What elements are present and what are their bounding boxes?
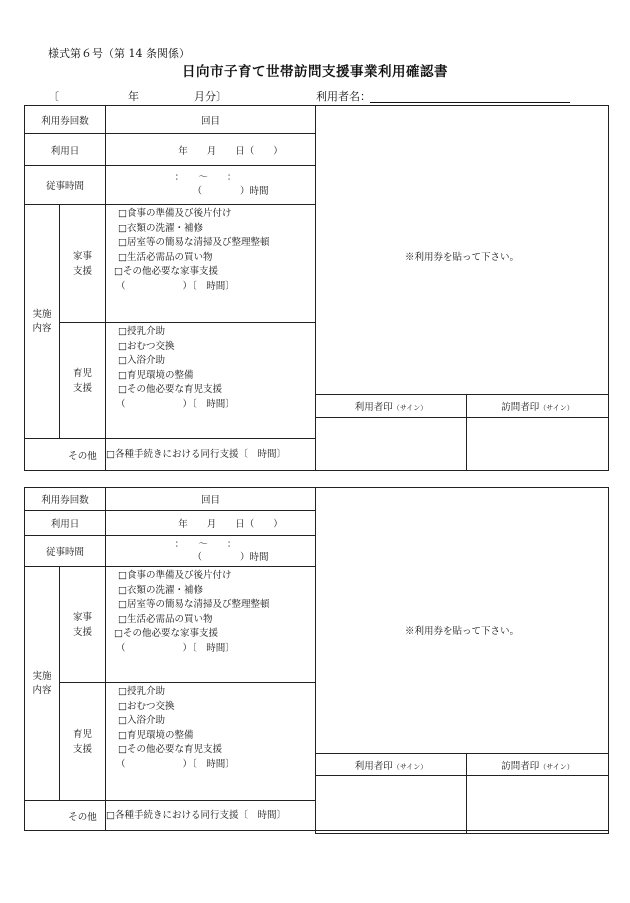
visitor-seal-label: 訪問者印（サイン） <box>467 395 609 418</box>
housework-item[interactable]: □その他必要な家事支援 <box>114 628 218 639</box>
childcare-item[interactable]: □授乳介助 <box>118 686 165 697</box>
ticket-paste-area[interactable]: ※利用券を貼って下さい。 <box>316 488 609 831</box>
childcare-item[interactable]: （ ）〔 時間〕 <box>116 758 235 770</box>
visitor-seal-box[interactable] <box>467 418 609 471</box>
seal-section-2 <box>315 753 609 834</box>
use-date-field[interactable]: 年 月 日（ ） <box>106 511 316 536</box>
housework-label: 家事 支援 <box>60 205 106 323</box>
visitor-seal-label: 訪問者印（サイン） <box>467 754 609 776</box>
work-time-field[interactable] <box>106 166 316 205</box>
childcare-item[interactable]: □おむつ交換 <box>118 700 175 712</box>
childcare-label: 育児 支援 <box>60 683 106 801</box>
user-seal-box[interactable] <box>316 418 467 471</box>
ticket-count-label: 利用券回数 <box>25 488 106 511</box>
childcare-checklist[interactable] <box>106 323 316 439</box>
document-title: 日向市子育て世帯訪問支援事業利用確認書 <box>182 64 448 80</box>
housework-item[interactable]: □食事の準備及び後片付け <box>118 208 232 219</box>
ticket-count-field[interactable]: 回目 <box>106 488 316 511</box>
use-date-field[interactable]: 年 月 日（ ） <box>106 134 316 166</box>
ticket-count-label: 利用券回数 <box>25 106 106 134</box>
childcare-item[interactable]: □その他必要な育児支援 <box>118 384 222 395</box>
childcare-checklist[interactable] <box>106 683 316 801</box>
implementation-label: 実施 内容 <box>25 567 60 801</box>
user-name-line[interactable] <box>370 102 570 103</box>
housework-item[interactable]: □衣類の洗濯・補修 <box>118 222 203 234</box>
period-month-label: 月分〕 <box>194 90 227 103</box>
childcare-item[interactable]: □その他必要な育児支援 <box>118 744 222 755</box>
form-reference: 様式第６号（第 14 条関係） <box>48 47 190 60</box>
implementation-label: 実施 内容 <box>25 205 60 439</box>
other-label: その他 <box>25 801 106 831</box>
housework-item[interactable]: （ ）〔 時間〕 <box>116 280 235 292</box>
period-year-label: 年 <box>128 90 139 103</box>
work-time-label: 従事時間 <box>25 536 106 567</box>
other-item[interactable]: □各種手続きにおける同行支援〔 時間〕 <box>106 801 316 831</box>
housework-label: 家事 支援 <box>60 567 106 683</box>
ticket-count-field[interactable]: 回目 <box>106 106 316 134</box>
housework-item[interactable]: □衣類の洗濯・補修 <box>118 584 203 596</box>
work-time-total: （ ）時間 <box>192 552 269 563</box>
other-item[interactable]: □各種手続きにおける同行支援〔 時間〕 <box>106 439 316 471</box>
seal-section-1 <box>315 394 609 471</box>
childcare-item[interactable]: □入浴介助 <box>118 355 165 366</box>
housework-item[interactable]: □生活必需品の買い物 <box>118 613 213 625</box>
user-seal-label: 利用者印（サイン） <box>316 754 467 776</box>
use-date-label: 利用日 <box>25 511 106 536</box>
housework-item[interactable]: □居室等の簡易な清掃及び整理整頓 <box>118 237 270 248</box>
user-seal-label: 利用者印（サイン） <box>316 395 467 418</box>
childcare-item[interactable]: □育児環境の整備 <box>118 369 194 381</box>
childcare-label: 育児 支援 <box>60 323 106 439</box>
work-time-total: （ ）時間 <box>192 186 269 197</box>
other-label: その他 <box>25 439 106 471</box>
work-time-range: ： ～ ： <box>174 539 237 550</box>
housework-item[interactable]: □その他必要な家事支援 <box>114 266 218 277</box>
housework-checklist[interactable] <box>106 205 316 323</box>
user-name-label: 利用者名： <box>316 90 371 103</box>
childcare-item[interactable]: □育児環境の整備 <box>118 729 194 741</box>
housework-item[interactable]: □居室等の簡易な清掃及び整理整頓 <box>118 599 270 610</box>
ticket-paste-area[interactable]: ※利用券を貼って下さい。 <box>316 106 609 471</box>
childcare-item[interactable]: □授乳介助 <box>118 326 165 337</box>
work-time-field[interactable] <box>106 536 316 567</box>
childcare-item[interactable]: （ ）〔 時間〕 <box>116 398 235 410</box>
work-time-label: 従事時間 <box>25 166 106 205</box>
period-bracket-open: 〔 <box>48 90 59 103</box>
housework-item[interactable]: （ ）〔 時間〕 <box>116 642 235 654</box>
work-time-range: ： ～ ： <box>174 172 237 183</box>
visitor-seal-box[interactable] <box>467 776 609 834</box>
housework-checklist[interactable] <box>106 567 316 683</box>
user-seal-box[interactable] <box>316 776 467 834</box>
housework-item[interactable]: □生活必需品の買い物 <box>118 251 213 263</box>
housework-item[interactable]: □食事の準備及び後片付け <box>118 570 232 581</box>
childcare-item[interactable]: □入浴介助 <box>118 715 165 726</box>
childcare-item[interactable]: □おむつ交換 <box>118 340 175 352</box>
use-date-label: 利用日 <box>25 134 106 166</box>
